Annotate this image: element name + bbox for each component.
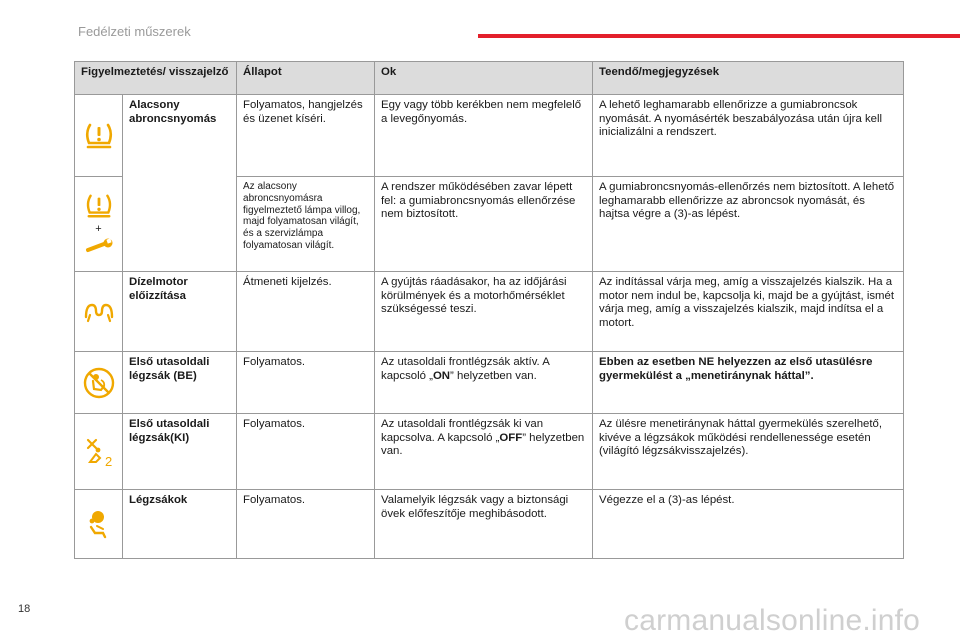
plus-sign: + bbox=[95, 223, 102, 235]
action-text: A lehető leghamarabb ellenőrizze a gumiabroncsok nyomását. A nyomásérték beszabályozása után újra kell inicializálni a rendszert. bbox=[593, 95, 904, 177]
svg-text:2: 2 bbox=[104, 453, 112, 468]
header-accent-bar bbox=[478, 34, 960, 38]
cause-text: A gyújtás ráadásakor, ha az időjárási körülmények és a motorhőmérséklet szükségessé teszi. bbox=[375, 272, 593, 352]
table-row bbox=[75, 490, 904, 559]
cause-text: Egy vagy több kerékben nem megfelelő a levegőnyomás. bbox=[375, 95, 593, 177]
column-header-warning: Figyelmeztetés/ visszajelző bbox=[75, 62, 237, 95]
cause-text: Valamelyik légzsák vagy a biztonsági övek előfeszítője meghibásodott. bbox=[375, 490, 593, 559]
page-number: 18 bbox=[18, 603, 31, 615]
icon-cell bbox=[75, 414, 123, 490]
icon-cell bbox=[75, 490, 123, 559]
icon-cell bbox=[75, 352, 123, 414]
state-text: Az alacsony abroncsnyomásra figyelmeztető lámpa villog, majd folyamatosan világít, és a szervizlámpa folyamatosan világít. bbox=[237, 177, 375, 272]
passenger-airbag-icon bbox=[75, 436, 122, 468]
table-header-row bbox=[75, 62, 904, 95]
action-text: Az indítással várja meg, amíg a visszajelzés kialszik. Ha a motor nem indul be, kapcsolja ki, majd be a gyújtást, ismét várja meg, amíg a visszajelzés kialszik, majd indítsa el a motort. bbox=[593, 272, 904, 352]
state-text: Folyamatos. bbox=[237, 352, 375, 414]
tire-pressure-icon bbox=[75, 121, 122, 151]
action-text: Végezze el a (3)-as lépést. bbox=[593, 490, 904, 559]
table-row bbox=[75, 414, 904, 490]
warning-name: Dízelmotor előizzítása bbox=[123, 272, 237, 352]
table-row bbox=[75, 352, 904, 414]
watermark: carmanualsonline.info bbox=[624, 604, 921, 637]
warning-name: Első utasoldali légzsák(KI) bbox=[123, 414, 237, 490]
state-text: Folyamatos, hangjelzés és üzenet kíséri. bbox=[237, 95, 375, 177]
icon-cell bbox=[75, 177, 123, 272]
column-header-state: Állapot bbox=[237, 62, 375, 95]
airbag-off-icon bbox=[75, 366, 122, 400]
column-header-cause: Ok bbox=[375, 62, 593, 95]
airbag-icon bbox=[75, 509, 122, 539]
state-text: Folyamatos. bbox=[237, 414, 375, 490]
table-row bbox=[75, 95, 904, 177]
table-row bbox=[75, 272, 904, 352]
cause-text: A rendszer működésében zavar lépett fel: a gumiabroncsnyomás ellenőrzése nem biztosított. bbox=[375, 177, 593, 272]
icon-cell bbox=[75, 272, 123, 352]
action-text: Az ülésre menetiránynak háttal gyermekülés szerelhető, kivéve a légzsákok működési rendellenessége esetén (világító légzsákvisszajelzés). bbox=[593, 414, 904, 490]
state-text: Átmeneti kijelzés. bbox=[237, 272, 375, 352]
action-text: Ebben az esetben NE helyezzen az első utasülésre gyermekülést a „menetiránynak háttal”. bbox=[593, 352, 904, 414]
warning-name: Alacsony abroncsnyomás bbox=[123, 95, 237, 272]
state-text: Folyamatos. bbox=[237, 490, 375, 559]
wrench-icon bbox=[84, 238, 114, 256]
cause-text: Az utasoldali frontlégzsák ki van kapcsolva. A kapcsoló „OFF” helyzetben van. bbox=[375, 414, 593, 490]
glow-plug-icon bbox=[75, 301, 122, 323]
warning-name: Első utasoldali légzsák (BE) bbox=[123, 352, 237, 414]
cause-text: Az utasoldali frontlégzsák aktív. A kapcsoló „ON” helyzetben van. bbox=[375, 352, 593, 414]
column-header-action: Teendő/megjegyzések bbox=[593, 62, 904, 95]
tire-pressure-icon bbox=[84, 192, 114, 220]
warning-name: Légzsákok bbox=[123, 490, 237, 559]
page-header-title: Fedélzeti műszerek bbox=[78, 24, 191, 39]
action-text: A gumiabroncsnyomás-ellenőrzés nem biztosított. A lehető leghamarabb ellenőrizze az abroncsok nyomását, és hajtsa végre a (3)-as lépést. bbox=[593, 177, 904, 272]
icon-cell bbox=[75, 95, 123, 177]
warning-lights-table bbox=[74, 61, 904, 559]
